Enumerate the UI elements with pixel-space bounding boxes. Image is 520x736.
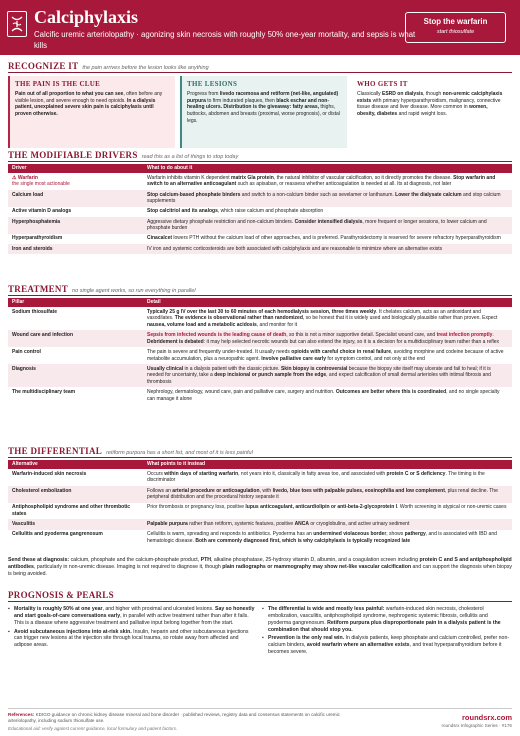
row-label: Calcium load xyxy=(12,191,44,198)
table-header xyxy=(8,298,512,307)
card-text: Pain out of all proportion to what you can see xyxy=(15,91,124,98)
column-header: Pillar xyxy=(12,299,25,306)
table-row xyxy=(8,486,512,503)
references: References: KDIGO guidance on chronic kidney disease mineral and bone disorder · published reviews, registry data and consensus statements on calcific uremic arteriolopathy, including sodium thiosulfate use. xyxy=(8,712,340,724)
pearls-left-column xyxy=(8,606,258,651)
section-divider xyxy=(8,295,512,296)
table-row xyxy=(8,207,512,217)
row-detail: Warfarin inhibits vitamin K dependent matrix Gla protein, the natural inhibitor of vascular calcification, so it directly promotes the disease. Stop warfarin and switch to an alternative anticoagulant such as apixaban, or reassess whether anticoagulation is needed at all. Its at diagnosis, not later xyxy=(147,174,496,188)
table-row xyxy=(8,190,512,207)
section-title: TREATMENT xyxy=(8,284,69,294)
card-title: WHO GETS IT xyxy=(357,80,408,88)
row-detail: Nephrology, dermatology, wound care, pain and palliative care, surgery and nutrition. Outcomes are better where this is coordinated, and no single specialty can manage it alone xyxy=(147,389,500,402)
row-label: Iron and steroids xyxy=(12,245,53,252)
table-row xyxy=(8,244,512,254)
row-detail: Palpable purpura rather than retiform, systemic features, positive ANCA or cryoglobulins, and active urinary sediment xyxy=(147,521,410,528)
card-text: Progress from xyxy=(187,91,220,98)
hourglass-wave-icon xyxy=(7,11,27,37)
column-header: Driver xyxy=(12,165,27,172)
section-divider xyxy=(8,161,512,162)
section-title: PROGNOSIS & PEARLS xyxy=(8,590,114,600)
key-action-badge xyxy=(405,12,506,43)
card-text: ESRD on dialysis xyxy=(382,91,424,98)
drivers-table xyxy=(8,164,512,254)
card-text: to firm indurated plaques, then xyxy=(205,97,277,104)
row-detail: Usually clinical in a dialysis patient with the classic picture. Skin biopsy is controversial because the biopsy site itself may ulcerate and fail to heal; if it is needed for uncertainty, take a deep incisional or punch sample from the edge, and expect calcification of small dermal arterioles with intimal fibrosis and thrombosis xyxy=(147,365,491,385)
row-detail: Cinacalcet lowers PTH without the calcium load of other approaches, and is preferred. Parathyroidectomy is reserved for severe refractory hyperparathyroidism xyxy=(147,235,501,242)
column-header: Alternative xyxy=(12,461,38,468)
row-label: Sodium thiosulfate xyxy=(12,308,57,315)
section-title: THE DIFFERENTIAL xyxy=(8,446,103,456)
table-row xyxy=(8,347,512,364)
site-link[interactable]: roundsrx.com xyxy=(461,713,512,722)
key-action-subtitle: start thiosulfate xyxy=(436,29,475,36)
row-label: Vasculitis xyxy=(12,521,36,528)
page-title: Calciphylaxis xyxy=(34,7,139,27)
row-detail: Sepsis from infected wounds is the leading cause of death, so this is not a minor supportive detail. Specialist wound care, and treat infection promptly. Debridement is debated: it may help selected necrotic wounds but can also extend the injury, so it is a decision for a multidisciplinary team rather than a reflex xyxy=(147,332,500,345)
lesions-card xyxy=(180,76,347,148)
row-label: Hyperparathyroidism xyxy=(12,235,63,242)
row-label: Hyperphosphatemia xyxy=(12,218,61,225)
list-item: ▪ The differential is wide and mostly less painful: warfarin-induced skin necrosis, cholesterol embolization, vasculitis, antiphospholipid syndrome, nephrogenic systemic fibrosis, cellulitis and pyoderma gangrenosum. Retiform purpura plus disproportionate pain in a dialysis patient is the combination that should stop you. xyxy=(262,606,512,633)
section-title: RECOGNIZE IT xyxy=(8,61,79,71)
card-title: THE PAIN IS THE CLUE xyxy=(15,80,101,88)
pain-clue-card xyxy=(8,76,175,148)
row-detail: Stop calcium-based phosphate binders and switch to a non-calcium binder such as sevelamer or lanthanum. Lower the dialysate calcium and stop calcium supplements xyxy=(147,191,501,205)
column-header: Detail xyxy=(147,299,161,306)
list-item: ▪ Avoid subcutaneous injections into at-risk skin. Insulin, heparin and other subcutaneous injections can trigger new lesions at the injection site through local trauma, so rotate away from affected and adipose areas. xyxy=(8,629,258,650)
card-text: black eschar and non-healing ulcers. Distribution is the giveaway: fatty areas, xyxy=(187,97,330,111)
row-label: Warfarin-induced skin necrosis xyxy=(12,470,87,477)
disclaimer: Educational aid: verify against current guidance, local formulary and patient factors. xyxy=(8,726,178,732)
page-subtitle: Calcific uremic arteriolopathy · agonizing skin necrosis with roughly 50% one-year mortality, and sepsis is what kills xyxy=(34,30,416,51)
card-text: thighs, buttocks, abdomen and breasts (proximal, worse prognosis), or distal legs. xyxy=(187,104,340,124)
row-detail: Occurs within days of starting warfarin, not years into it, classically in fatty areas too, and associated with protein C or S deficiency. The timing is the discriminator xyxy=(147,470,485,484)
row-label xyxy=(8,175,143,188)
section-note: no single agent works, so run everything in parallel xyxy=(72,288,196,294)
table-row xyxy=(8,530,512,547)
column-header: What to do about it xyxy=(147,165,193,172)
section-note: retiform purpura has a short list, and most of it is less painful xyxy=(106,450,253,456)
row-label: Wound care and infection xyxy=(12,332,74,339)
section-divider xyxy=(8,457,512,458)
row-detail: Cellulitis is warm, spreading and responds to antibiotics. Pyoderma has an undermined violaceous border, shows pathergy, and is associated with IBD and hematologic disease. Both are commonly diagnosed first, which is why calciphylaxis is typically recognized late xyxy=(147,531,497,544)
row-detail: Stop calcitriol and its analogs, which raise calcium and phosphate absorption xyxy=(147,208,324,215)
table-row xyxy=(8,469,512,486)
card-text: Classically xyxy=(357,91,383,98)
card-text: with primary hyperparathyroidism, malignancy, connective tissue disease and liver disease. More common in xyxy=(357,97,501,111)
table-row xyxy=(8,364,512,387)
list-item: ▪ Prevention is the only real win. In dialysis patients, keep phosphate and calcium controlled, prefer non-calcium binders, avoid warfarin where an alternative exists, and treat hyperparathyroidism before it becomes severe. xyxy=(262,635,512,656)
differential-table xyxy=(8,460,512,546)
workup-paragraph: Send these at diagnosis: calcium, phosphate and the calcium-phosphate product, PTH, alkaline phosphatase, 25-hydroxy vitamin D, albumin, and a coagulation screen including protein C and S and antiphospholipid antibodies, particularly in non-uremic disease. Imaging is not required to diagnose it, though plain radiographs or mammography may show net-like vascular calcification and can support the diagnosis when biopsy is being avoided. xyxy=(8,557,513,577)
treatment-table xyxy=(8,298,512,404)
row-label: Pain control xyxy=(12,348,41,355)
warning-icon: ⚠ xyxy=(12,174,18,181)
card-text: and rapid weight loss. xyxy=(397,111,447,118)
card-text: women, obesity, diabetes xyxy=(357,104,488,118)
section-divider xyxy=(8,601,512,602)
row-label-text: Warfarin xyxy=(17,174,38,181)
row-label: Active vitamin D analogs xyxy=(12,208,72,215)
card-text: livedo racemosa and retiform (net-like, angulated) purpura xyxy=(187,91,339,104)
pearls-right-column xyxy=(262,606,512,658)
row-detail: IV iron and systemic corticosteroids are both associated with calciphylaxis and are reasonable to minimize where an alternative exists xyxy=(147,245,443,252)
row-label: Cholesterol embolization xyxy=(12,487,72,494)
series-label: roundsrx Infographic Series · #176 xyxy=(441,722,512,728)
site-branding xyxy=(442,713,512,729)
table-row xyxy=(8,234,512,244)
row-label: Cellulitis and pyoderma gangrenosum xyxy=(12,531,103,538)
card-text: , often before any visible lesion, and severe enough to need opioids. xyxy=(15,91,163,104)
section-note: read this as a list of things to stop today xyxy=(141,154,239,160)
table-row xyxy=(8,173,512,190)
row-label: Diagnosis xyxy=(12,365,36,372)
row-detail: Aggressive dietary phosphate restriction and non-calcium binders. Consider intensified dialysis, more frequent or longer sessions, to lower calcium and phosphate burden xyxy=(147,218,487,232)
row-label: The multidisciplinary team xyxy=(12,389,76,396)
table-header xyxy=(8,460,512,469)
section-note: the pain arrives before the lesion looks like anything xyxy=(82,65,209,71)
table-row xyxy=(8,330,512,347)
table-row xyxy=(8,307,512,330)
header-banner xyxy=(0,0,520,55)
card-text: non-uremic calciphylaxis exists xyxy=(357,91,503,104)
row-detail: Typically 25 g IV over the last 30 to 60 minutes of each hemodialysis session, three times weekly. It chelates calcium, acts as an antioxidant and vasodilates. The evidence is observational rather than randomized, so be honest that it is widely used and biologically plausible rather than proven. Expect nausea, volume load and a metabolic acidosis, and monitor for it xyxy=(147,308,498,328)
card-text: , though xyxy=(423,91,443,98)
row-detail: Follows an arterial procedure or anticoagulation, with livedo, blue toes with palpable pulses, eosinophilia and low complement, plus renal decline. The peripheral distribution and the procedural history separate it xyxy=(147,487,498,501)
table-row xyxy=(8,503,512,520)
section-title: THE MODIFIABLE DRIVERS xyxy=(8,150,138,160)
column-header: What points to it instead xyxy=(147,461,206,468)
table-row xyxy=(8,519,512,529)
row-detail: Prior thrombosis or pregnancy loss, positive lupus anticoagulant, anticardiolipin or anti-beta-2-glycoprotein I. Worth screening in atypical or non-uremic cases xyxy=(147,504,507,511)
row-label: Antiphospholipid syndrome and other thrombotic states xyxy=(12,504,131,517)
card-text: In a dialysis patient, unexplained severe skin pain is calciphylaxis until proven otherwise. xyxy=(15,97,156,118)
list-item: ▪ Mortality is roughly 50% at one year, and higher with proximal and ulcerated lesions. Say so honestly and start goals-of-care conversations early, in parallel with active treatment rather than after it fails. This is a disease where aggressive treatment and palliative input belong together from the start. xyxy=(8,606,258,627)
key-action-title: Stop the warfarin xyxy=(423,17,488,26)
who-gets-it-card xyxy=(352,76,512,148)
card-title: THE LESIONS xyxy=(187,80,238,88)
row-detail: The pain is severe and frequently under-treated. It usually needs opioids with careful choice in renal failure, avoiding morphine and codeine because of active metabolite accumulation, plus a neuropathic agent. Involve palliative care early for symptom control, and not only at the end xyxy=(147,348,504,362)
section-divider xyxy=(8,72,512,73)
table-row xyxy=(8,387,512,404)
footer xyxy=(8,708,512,732)
row-flag: the single most actionable xyxy=(12,181,70,188)
table-header xyxy=(8,164,512,173)
table-row xyxy=(8,217,512,234)
